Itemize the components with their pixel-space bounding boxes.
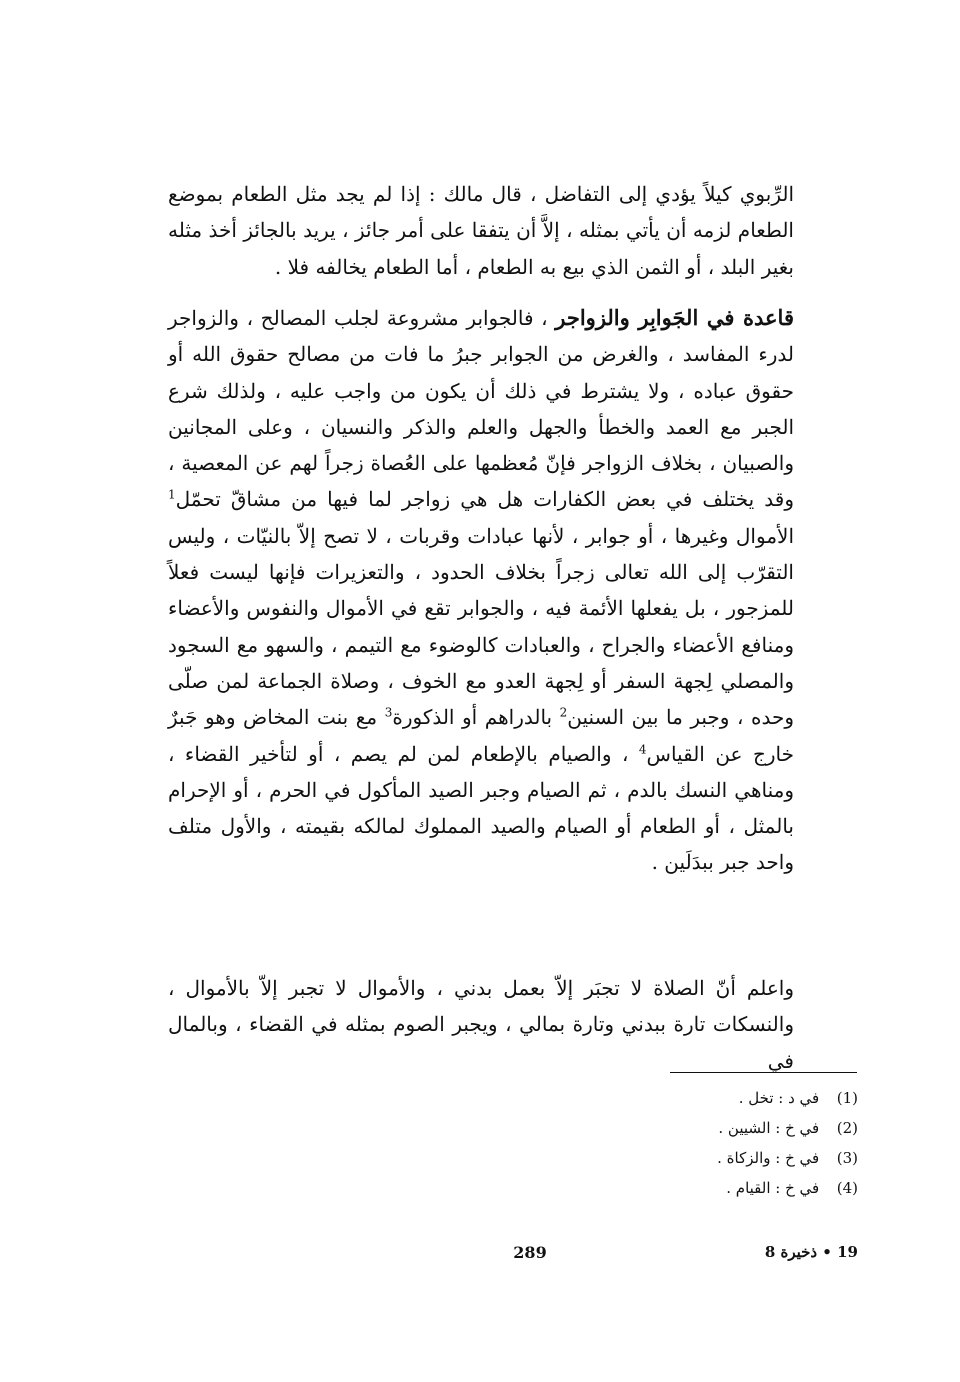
page-number: 289: [513, 1243, 547, 1262]
printer-signature: 19 • ذخيرة 8: [764, 1243, 858, 1261]
footnote-ref-2: 2: [559, 705, 568, 720]
footnote-item: [600, 1173, 858, 1203]
paragraph-2-text-5: ، والصيام بالإطعام لمن لم يصم ، أو لتأخير القضاء ، ومناهي النسك بالدم ، ثم الصيام وجبر الصيد المأكول في الحرم ، أو الإحرام بالمثل ، أو الطعام أو الصيام والصيد المملوك لمالكه بقيمته ، والأول متلف واحد جبر ببدَلَين .: [168, 741, 794, 875]
footnote-number: (1): [836, 1089, 858, 1107]
section-heading: قاعدة في الجَوابِر والزواجر: [555, 305, 794, 330]
footnote-separator: [670, 1072, 857, 1073]
footnote-ref-3: 3: [384, 705, 393, 720]
paragraph-2-text-4: مع بنت المخاض وهو جَبرٌ خارج عن القياس: [168, 705, 794, 766]
footnotes-list: [600, 1083, 858, 1203]
paragraph-2-text-2: الأموال وغيرها ، أو جوابر ، لأنها عبادات وقربات ، لا تصح إلاّ بالنيّات ، وليس التقرّب إلى الله تعالى زجراً بخلاف الحدود ، والتعزيرات فإنها ليست فعلاً للمزجور ، بل يفعلها الأئمة فيه ، والجوابر تقع في الأموال والنفوس والأعضاء ومنافع الأعضاء والجراح ، والعبادات كالوضوء مع التيمم ، والسهو مع السجود والمصلي لِجهة السفر أو لِجهة العدو مع الخوف ، وصلاة الجماعة لمن صلّى وحده ، وجبر ما بين السنين: [168, 523, 794, 730]
paragraph-2-text-1: ، فالجوابر مشروعة لجلب المصالح ، والزواجر لدرء المفاسد ، والغرض من الجوابر جبرُ ما فات من مصالح حقوق الله أو حقوق عباده ، ولا يشترط في ذلك أن يكون من واجب عليه ، ولذلك شرع الجبر مع العمد والخطأ والجهل والعلم والذكر والنسيان ، وعلى المجانين والصبيان ، بخلاف الزواجر فإنّ مُعظمها على العُصاة زجراً لهم عن المعصية ، وقد يختلف في بعض الكفارات هل هي زواجر لما فيها من مشاقّ تحمّل: [168, 306, 794, 512]
footnote-item: [600, 1113, 858, 1143]
footnote-text: في خ : والزكاة .: [717, 1149, 820, 1167]
footnote-text: في د : تخل .: [738, 1089, 820, 1107]
paragraph-3: واعلم أنّ الصلاة لا تجبَر إلاّ بعمل بدني ، والأموال لا تجبر إلاّ بالأموال ، والنسكات تارة ببدني وتارة بمالي ، ويجبر الصوم بمثله في القضاء ، وبالمال في: [168, 976, 794, 1073]
footnote-ref-1: 1: [168, 487, 176, 502]
footnote-number: (2): [836, 1119, 858, 1137]
footnote-item: [600, 1143, 858, 1173]
footnote-number: (4): [836, 1179, 858, 1197]
paragraph-1: الرِّبوي كيلاً يؤدي إلى التفاضل ، قال مالك : إذا لم يجد مثل الطعام بموضع الطعام لزمه أن يأتي بمثله ، إلاَّ أن يتفقا على أمر جائز ، يريد بالجائز أخذ مثله بغير البلد ، أو الثمن الذي بيع به الطعام ، أما الطعام يخالفه فلا .: [168, 182, 794, 279]
footnote-item: [600, 1083, 858, 1113]
paragraph-2: [168, 300, 794, 881]
footnote-text: في خ : الشيين .: [718, 1119, 820, 1137]
footnote-number: (3): [836, 1149, 858, 1167]
paragraph-2-text-3: بالدراهم أو الذكورة: [392, 705, 560, 730]
footnote-text: في خ : القيام .: [726, 1179, 820, 1197]
footnote-ref-4: 4: [638, 741, 647, 756]
